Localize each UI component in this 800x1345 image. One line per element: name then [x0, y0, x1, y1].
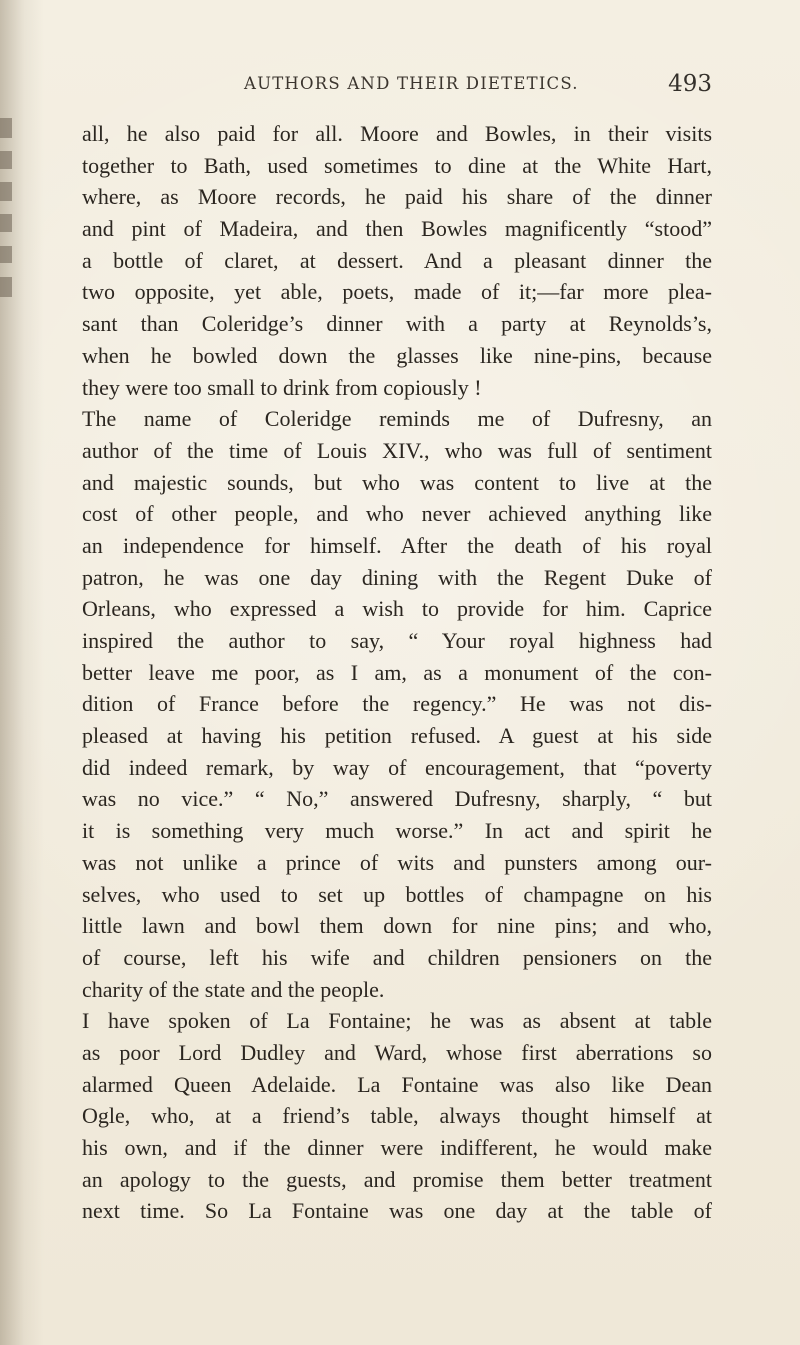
- text-line: cost of other people, and who never achieved anything like: [82, 501, 712, 527]
- text-line: The name of Coleridge reminds me of Dufresny, an: [82, 406, 712, 432]
- text-line: and pint of Madeira, and then Bowles magnificently “stood”: [82, 216, 712, 242]
- text-line: they were too small to drink from copiously !: [82, 374, 482, 400]
- text-line: alarmed Queen Adelaide. La Fontaine was also like Dean: [82, 1071, 712, 1097]
- margin-bleed-mark: [0, 277, 12, 297]
- text-line: a bottle of claret, at dessert. And a pleasant dinner the: [82, 247, 712, 273]
- text-line: where, as Moore records, he paid his share of the dinner: [82, 184, 712, 210]
- text-line: it is something very much worse.” In act and spirit he: [82, 818, 712, 844]
- text-line: an independence for himself. After the death of his royal: [82, 532, 712, 558]
- text-line: an apology to the guests, and promise them better treatment: [82, 1166, 712, 1192]
- running-head: [84, 71, 712, 102]
- binding-shadow: [0, 0, 44, 1345]
- margin-bleed-mark: [0, 214, 12, 232]
- text-line: I have spoken of La Fontaine; he was as absent at table: [82, 1008, 712, 1034]
- text-line: dition of France before the regency.” He was not dis-: [82, 691, 712, 717]
- text-line: all, he also paid for all. Moore and Bowles, in their visits: [82, 121, 712, 146]
- text-line: and majestic sounds, but who was content to live at the: [82, 469, 712, 495]
- text-line: was no vice.” “ No,” answered Dufresny, sharply, “ but: [82, 786, 712, 812]
- text-line: Ogle, who, at a friend’s table, always thought himself at: [82, 1103, 712, 1129]
- body-text: [82, 118, 712, 1227]
- text-line: together to Bath, used sometimes to dine at the White Hart,: [82, 152, 712, 178]
- page-number: 493: [668, 71, 712, 97]
- text-line: as poor Lord Dudley and Ward, whose first aberrations so: [82, 1039, 712, 1065]
- text-line: selves, who used to set up bottles of champagne on his: [82, 881, 712, 907]
- text-line: little lawn and bowl them down for nine pins; and who,: [82, 913, 712, 939]
- margin-bleed-mark: [0, 118, 12, 138]
- text-line: when he bowled down the glasses like nine-pins, because: [82, 342, 712, 368]
- text-line: sant than Coleridge’s dinner with a party at Reynolds’s,: [82, 311, 712, 337]
- text-line: was not unlike a prince of wits and punsters among our-: [82, 849, 712, 875]
- text-line: inspired the author to say, “ Your royal highness had: [82, 628, 712, 653]
- margin-bleed-mark: [0, 151, 12, 169]
- text-line: charity of the state and the people.: [82, 976, 385, 1002]
- running-title: AUTHORS AND THEIR DIETETICS.: [244, 74, 579, 93]
- text-line: next time. So La Fontaine was one day at the table of: [82, 1198, 712, 1224]
- margin-bleed-mark: [0, 246, 12, 263]
- text-line: patron, he was one day dining with the Regent Duke of: [82, 564, 712, 590]
- text-line: his own, and if the dinner were indifferent, he would make: [82, 1135, 712, 1160]
- text-line: Orleans, who expressed a wish to provide for him. Caprice: [82, 596, 712, 622]
- text-line: did indeed remark, by way of encouragement, that “poverty: [82, 754, 712, 780]
- text-line: of course, left his wife and children pensioners on the: [82, 944, 712, 970]
- text-line: author of the time of Louis XIV., who was full of sentiment: [82, 437, 712, 463]
- text-line: two opposite, yet able, poets, made of it;—far more plea-: [82, 279, 712, 305]
- margin-bleed-mark: [0, 182, 12, 201]
- text-line: better leave me poor, as I am, as a monument of the con-: [82, 659, 712, 685]
- text-line: pleased at having his petition refused. A guest at his side: [82, 723, 712, 749]
